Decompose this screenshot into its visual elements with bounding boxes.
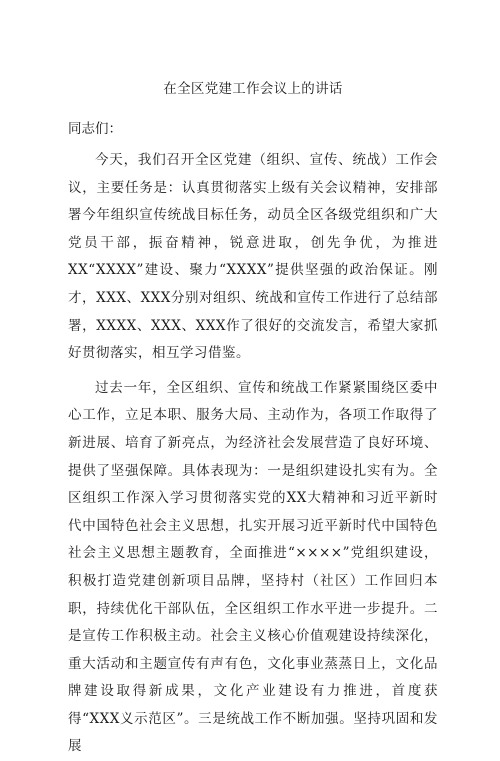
document-title: 在全区党建工作会议上的讲话 bbox=[163, 81, 343, 97]
salutation: 同志们： bbox=[68, 121, 122, 137]
paragraph-review: 过去一年，全区组织、宣传和统战工作紧紧围绕区委中心工作，立足本职、服务大局、主动作为，各项工作取得了新进展、培育了新亮点，为经济社会发展营造了良好环境、提供了坚强保障。具体表现为：一是组织建设扎实有为。全区组织工作深入学习贯彻落实党的XX大精神和习近平新时代中国特色社会主义思想，扎实开展习近平新时代中国特色社会主义思想主题教育，全面推进“××××”党组织建设，积极打造党建创新项目品牌，坚持村（社区）工作回归本职，持续优化干部队伍，全区组织工作水平进一步提升。二是宣传工作积极主动。社会主义核心价值观建设持续深化，重大活动和主题宣传有声有色，文化事业蒸蒸日上，文化品牌建设取得新成果，文化产业建设有力推进，首度获得“XXX义示范区”。三是统战工作不断加强。坚持巩固和发展 bbox=[68, 379, 438, 755]
paragraph-opening: 今天，我们召开全区党建（组织、宣传、统战）工作会议，主要任务是：认真贯彻落实上级有关会议精神，安排部署今年组织宣传统战目标任务，动员全区各级党组织和广大党员干部，振奋精神，锐意进取，创先争优，为推进XX“XXXX”建设、聚力“XXXX”提供坚强的政治保证。刚才，XXX、XXX分别对组织、统战和宣传工作进行了总结部署，XXXX、XXX、XXX作了很好的交流发言，希望大家抓好贯彻落实，相互学习借鉴。 bbox=[68, 152, 438, 362]
